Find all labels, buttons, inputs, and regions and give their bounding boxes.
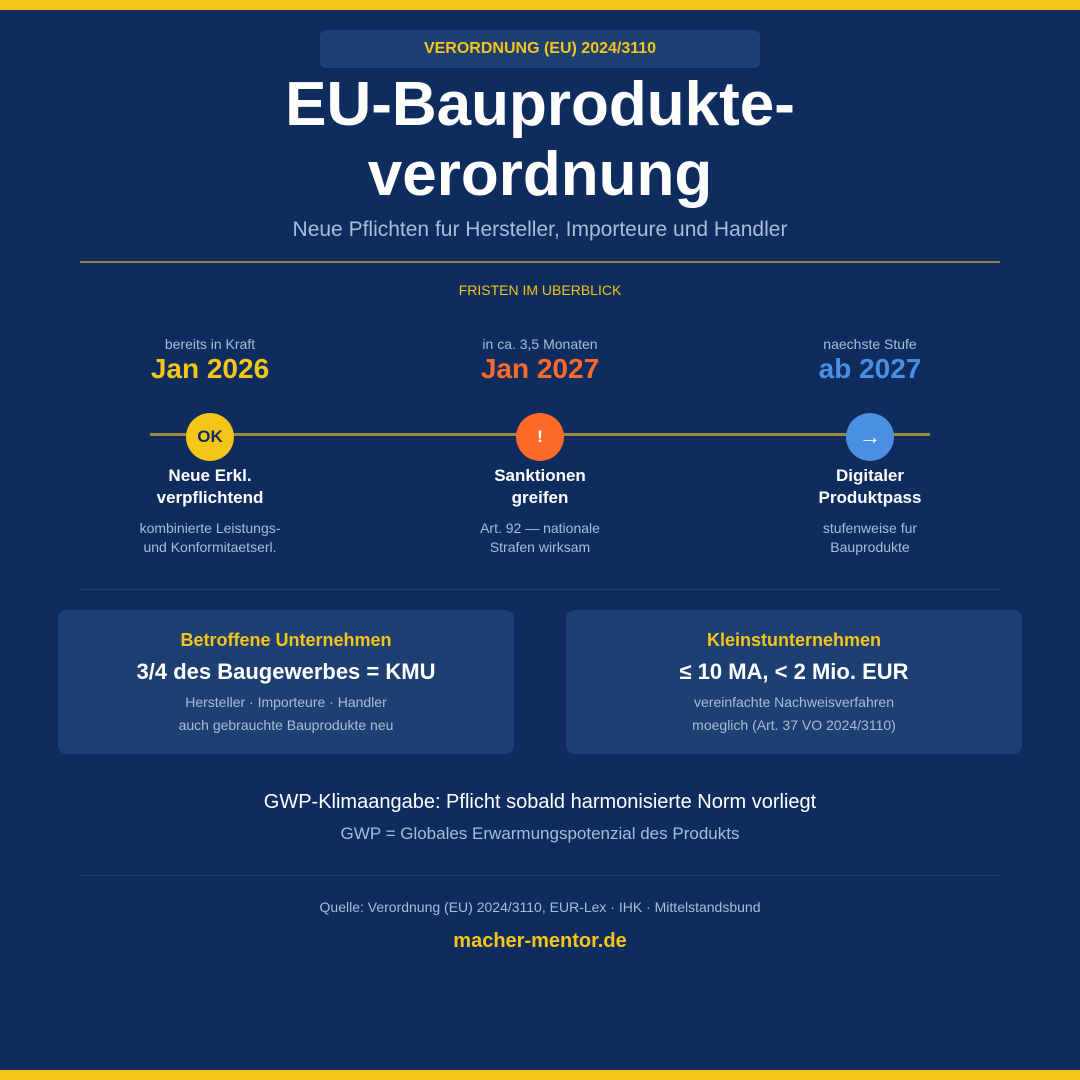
stage-description (740, 519, 1000, 557)
stage-status: in ca. 3,5 Monaten (482, 336, 598, 352)
exclamation-icon (516, 413, 564, 461)
card-value: 3/4 des Baugewerbes = KMU (136, 659, 436, 684)
card-line-1: vereinfachte Nachweisverfahren (694, 694, 894, 710)
arrow-right-icon-label: → (859, 424, 881, 449)
stage-heading (740, 465, 1000, 509)
stage-heading (80, 465, 340, 509)
exclamation-icon-label: ! (537, 427, 543, 446)
gwp-definition: GWP = Globales Erwarmungspotenzial des Produkts (340, 824, 740, 843)
micro-companies-card (566, 610, 1022, 754)
stage-heading-line-2: Produktpass (818, 488, 922, 507)
website-link[interactable]: macher-mentor.de (453, 930, 627, 952)
stage-heading-line-1: Digitaler (835, 466, 905, 485)
stage-heading (410, 465, 670, 509)
timeline-stage-jan-2026 (80, 336, 340, 557)
arrow-right-icon (846, 413, 894, 461)
page-title (0, 70, 1080, 210)
timeline-stage-jan-2027 (410, 336, 670, 557)
card-title: Kleinstunternehmen (706, 630, 882, 650)
gwp-statement: GWP-Klimaangabe: Pflicht sobald harmonisierte Norm vorliegt (263, 791, 817, 813)
card-line-2: auch gebrauchte Bauprodukte neu (178, 717, 394, 733)
timeline-stage-ab-2027 (740, 336, 1000, 557)
stage-description (410, 519, 670, 557)
card-value: ≤ 10 MA, < 2 Mio. EUR (679, 659, 909, 684)
stage-desc-line-2: und Konformitaetserl. (143, 539, 277, 555)
stage-date: Jan 2026 (150, 353, 270, 384)
stage-date: Jan 2027 (480, 353, 600, 384)
badge-label: VERORDNUNG (EU) 2024/3110 (423, 40, 657, 57)
stage-status: naechste Stufe (823, 336, 917, 352)
timeline-section-label: FRISTEN IM UBERBLICK (458, 282, 622, 298)
page-subtitle: Neue Pflichten fur Hersteller, Importeure und Handler (292, 218, 788, 241)
title-line-2: verordnung (367, 140, 713, 209)
card-line-1: Hersteller · Importeure · Handler (185, 694, 387, 710)
source-note: Quelle: Verordnung (EU) 2024/3110, EUR-Lex · IHK · Mittelstandsbund (319, 899, 761, 915)
stage-desc-line-2: Strafen wirksam (489, 539, 591, 555)
stage-heading-line-2: verpflichtend (156, 488, 264, 507)
stage-heading-line-2: greifen (511, 488, 569, 507)
affected-companies-card (58, 610, 514, 754)
title-divider (80, 261, 1000, 263)
stage-desc-line-2: Bauprodukte (830, 539, 910, 555)
ok-icon (186, 413, 234, 461)
stage-desc-line-1: Art. 92 — nationale (480, 520, 600, 536)
card-title: Betroffene Unternehmen (180, 630, 392, 650)
stage-date: ab 2027 (818, 353, 922, 384)
stage-desc-line-1: kombinierte Leistungs- (139, 520, 281, 536)
timeline-divider (80, 589, 1000, 590)
top-accent-bar (0, 0, 1080, 10)
stage-heading-line-1: Sanktionen (494, 466, 586, 485)
title-line-1: EU-Bauprodukte- (285, 70, 795, 139)
stage-heading-line-1: Neue Erkl. (168, 466, 252, 485)
stage-desc-line-1: stufenweise fur (822, 520, 918, 536)
card-line-2: moeglich (Art. 37 VO 2024/3110) (692, 717, 896, 733)
bottom-accent-bar (0, 1070, 1080, 1080)
footer-divider (80, 875, 1000, 876)
ok-icon-label: OK (197, 427, 223, 446)
regulation-badge (320, 30, 760, 68)
stage-description (80, 519, 340, 557)
stage-status: bereits in Kraft (164, 336, 256, 352)
